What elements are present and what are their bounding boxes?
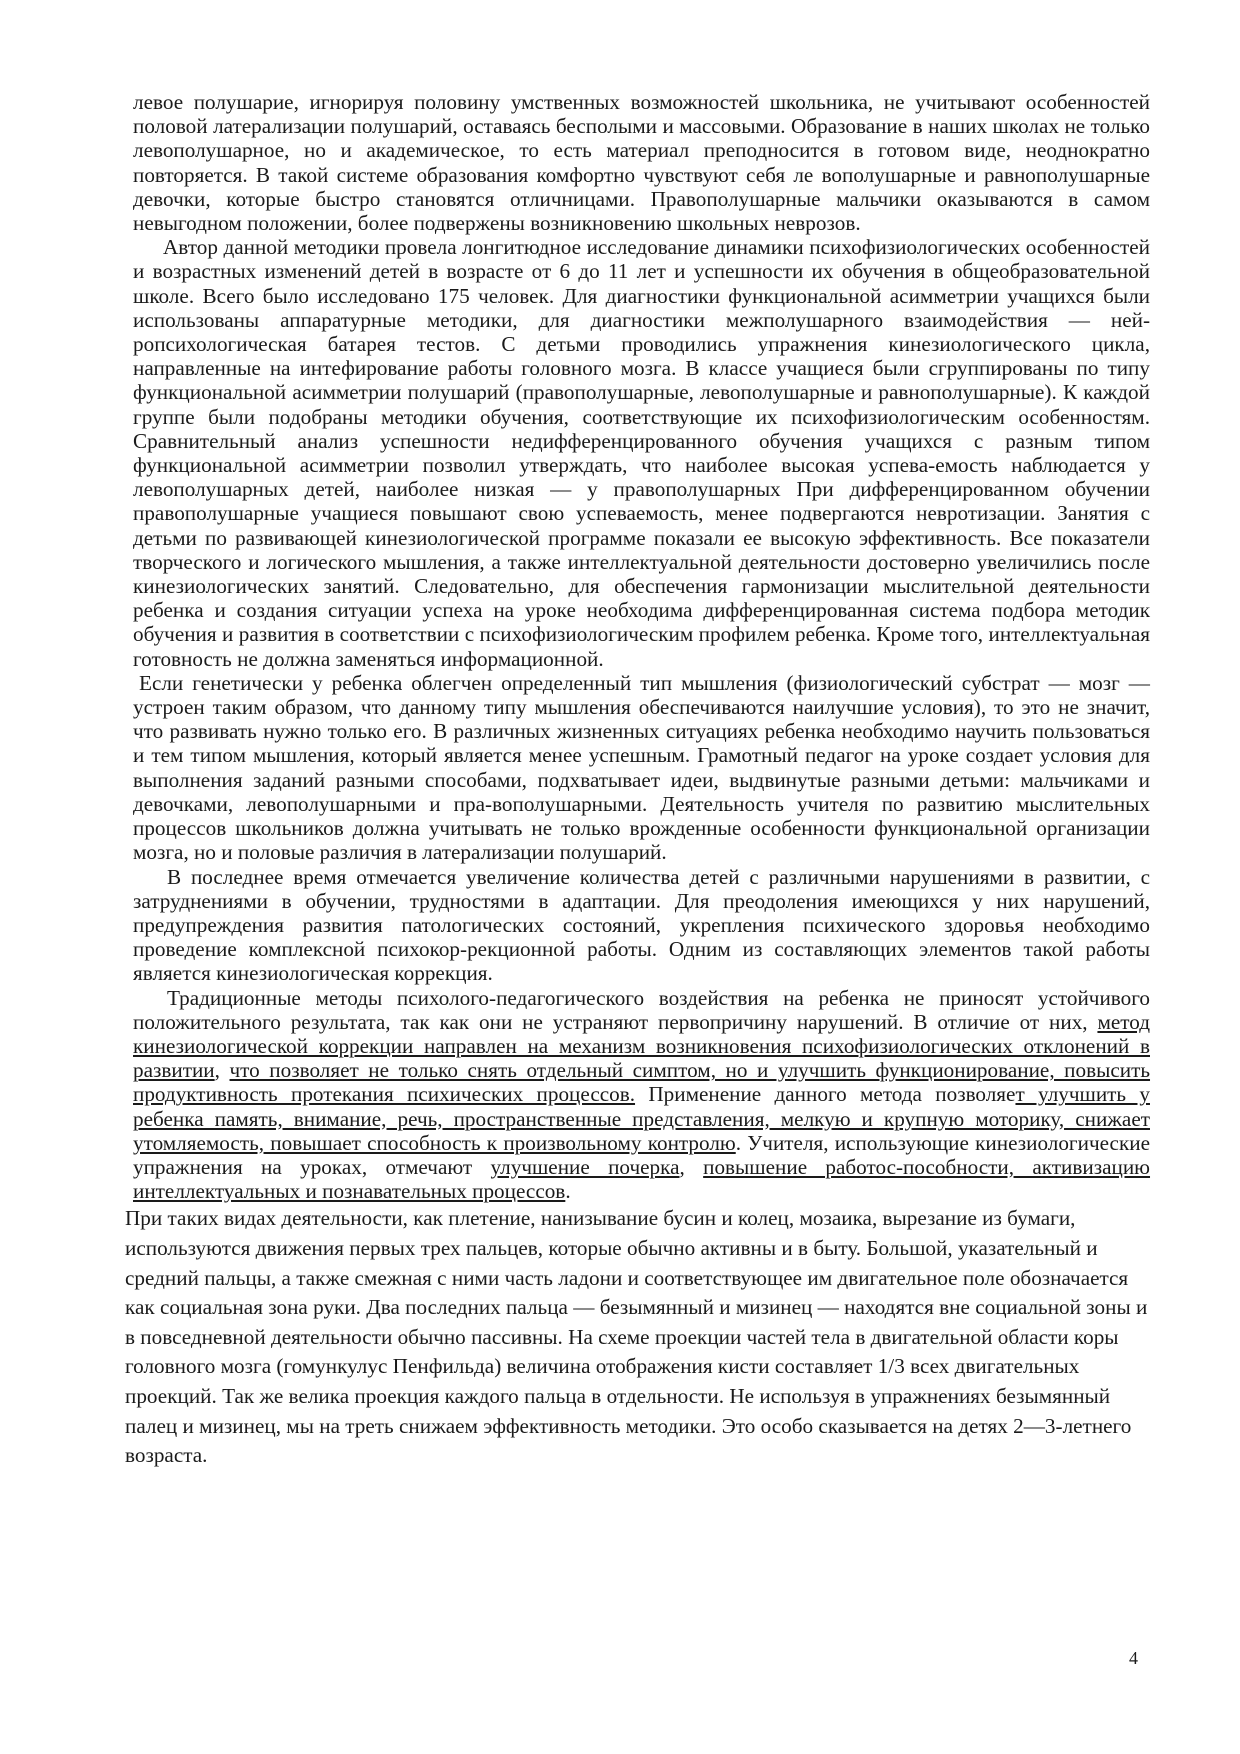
paragraph-3: Если генетически у ребенка облегчен определенный тип мышления (физиологический субстрат — мозг — устроен таким образом, что данному типу мышления обеспечиваются наилучшие условия), то это не значит, что развивать нужно только его. В различных жизненных ситуациях ребенка необходимо научить пользоваться и тем типом мышления, который является менее успешным. Грамотный педагог на уроке создает условия для выполнения заданий разными способами, подхватывает идеи, выдвинутые разными детьми: мальчиками и девочками, левополушарными и пра-вополушарными. Деятельность учителя по развитию мыслительных процессов школьников должна учитывать не только врожденные особенности функциональной организации мозга, но и половые различия в латерализации полушарий. xyxy=(133,670,1150,865)
paragraph-5-text: . Учителя, использующие кинезиологические упражнения на уроках, отмечают xyxy=(133,1130,1150,1179)
paragraph-5-text: . xyxy=(565,1179,571,1204)
page-number: 4 xyxy=(1129,1648,1138,1668)
underlined-phrase: что позволяет не только снять отдельный симптом, но и улучшить функционирование, повысить продуктивность протекания психических процессов. xyxy=(133,1058,1151,1107)
paragraph-5-text: , xyxy=(214,1058,230,1083)
paragraph-5-text: Применение данного метода позволяе xyxy=(635,1082,1016,1107)
underlined-phrase: метод кинезиологической коррекции направлен на механизм возникновения психофизиологических отклонений в развитии xyxy=(133,1009,1150,1083)
underlined-phrase: т улучшить у ребенка память, внимание, речь, пространственные представления, мелкую и крупную моторику, снижает утомляемость, повышает способность к произвольному контролю xyxy=(133,1082,1150,1155)
underlined-phrase: улучшение почерка xyxy=(490,1154,680,1179)
paragraph-6: При таких видах деятельности, как плетение, нанизывание бусин и колец, мозаика, вырезание из бумаги, используются движения первых трех пальцев, которые обычно активны и в быту. Большой, указательный и средний пальцы, а также смежная с ними часть ладони и соответствующее им двигательное поле обозначается как социальная зона руки. Два последних пальца — безымянный и мизинец — находятся вне социальной зоны и в повседневной деятельности обычно пассивны. На схеме проекции частей тела в двигательной области коры головного мозга (гомункулус Пенфильда) величина отображения кисти составляет 1/3 всех двигательных проекций. Так же велика проекция каждого пальца в отдельности. Не используя в упражнениях безымянный палец и мизинец, мы на треть снижаем эффективность методики. Это особо сказывается на детях 2—3-летнего возраста. xyxy=(125,1206,1148,1468)
page-body xyxy=(125,90,1151,1471)
paragraph-2: Автор данной методики провела лонгитюдное исследование динамики психофизиологических особенностей и возрастных изменений детей в возрасте от 6 до 11 лет и успешности их обучения в общеобразовательной школе. Всего было исследовано 175 человек. Для диагностики функциональной асимметрии учащихся были использованы аппаратурные методики, для диагностики межполушарного взаимодействия — ней-ропсихологическая батарея тестов. С детьми проводились упражнения кинезиологического цикла, направленные на интефирование работы головного мозга. В классе учащиеся были сгруппированы по типу функциональной асимметрии полушарий (правополушарные, левополушарные и равнополушарные). К каждой группе были подобраны методики обучения, соответствующие их психофизиологическим особенностям. Сравнительный анализ успешности недифференцированного обучения учащихся с разным типом функциональной асимметрии позволил утверждать, что наиболее высокая успева-емость наблюдается у левополушарных детей, наиболее низкая — у правополушарных При дифференцированном обучении правополушарные учащиеся повышают свою успеваемость, менее подвергаются невротизации. Занятия с детьми по развивающей кинезиологической программе показали ее высокую эффективность. Все показатели творческого и логического мышления, а также интеллектуальной деятельности достоверно увеличились после кинезиологических занятий. Следовательно, для обеспечения гармонизации мыслительной деятельности ребенка и создания ситуации успеха на уроке необходима дифференцированная система подбора методик обучения и развития в соответствии с психофизиологическим профилем ребенка. Кроме того, интеллектуальная готовность не должна заменяться информационной. xyxy=(133,235,1150,671)
paragraph-5 xyxy=(133,986,1150,1204)
paragraph-1: левое полушарие, игнорируя половину умственных возможностей школьника, не учитывают особенностей половой латерализации полушарий, оставаясь бесполыми и массовыми. Образование в наших школах не только левополушарное, но и академическое, то есть материал преподносится в готовом виде, неоднократно повторяется. В такой системе образования комфортно чувствуют себя ле вополушарные и равнополушарные девочки, которые быстро становятся отличницами. Правополушарные мальчики оказываются в самом невыгодном положении, более подвержены возникновению школьных неврозов. xyxy=(133,90,1150,236)
paragraph-4: В последнее время отмечается увеличение количества детей с различными нарушениями в развитии, с затруднениями в обучении, трудностями в адаптации. Для преодоления имеющихся у них нарушений, предупреждения развития патологических состояний, укрепления психического здоровья необходимо проведение комплексной психокор-рекционной работы. Одним из составляющих элементов такой работы является кинезиологическая коррекция. xyxy=(133,864,1150,986)
underlined-phrase: повышение работос-пособности, активизацию интеллектуальных и познавательных процессов xyxy=(133,1154,1151,1204)
paragraph-5-text: Традиционные методы психолого-педагогического воздействия на ребенка не приносят устойчивого положительного результата, так как они не устраняют первопричину нарушений. В отличие от них, xyxy=(133,985,1150,1034)
paragraph-5-text: , xyxy=(679,1154,704,1179)
